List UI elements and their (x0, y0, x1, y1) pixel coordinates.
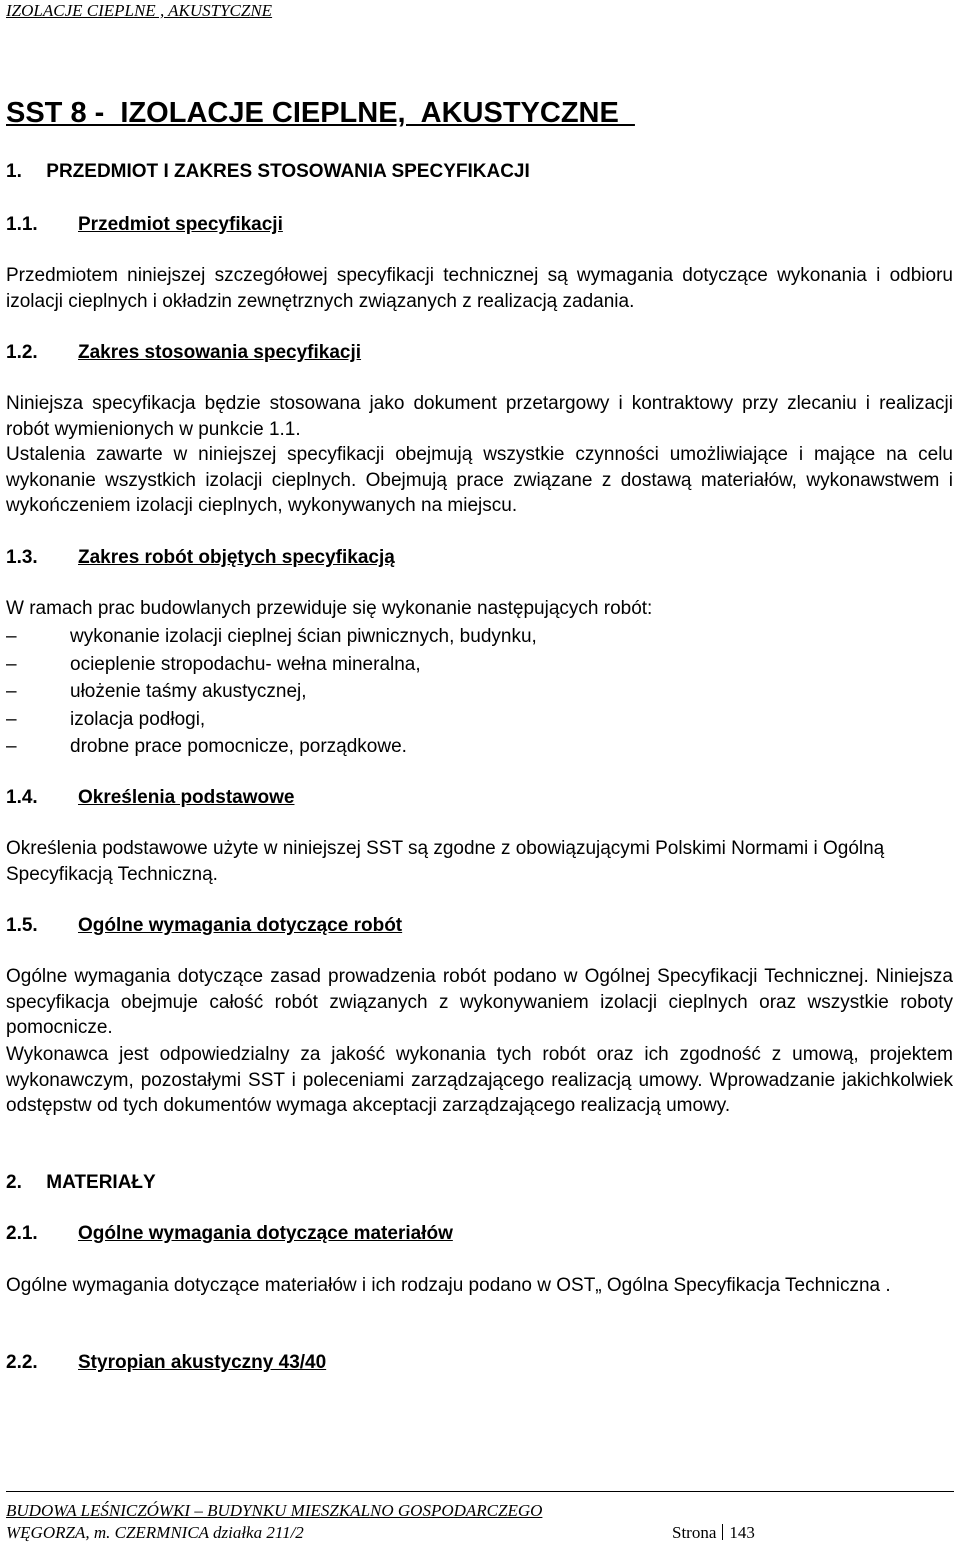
list-item (6, 706, 537, 734)
subsection-title: Określenia podstawowe (78, 787, 295, 808)
footer-project-name: BUDOWA LEŚNICZÓWKI – BUDYNKU MIESZKALNO GOSPODARCZEGO (6, 1501, 543, 1520)
subsection-1-3-heading (6, 546, 395, 570)
section-number: 1. (6, 161, 22, 182)
subsection-number: 1.2. (6, 342, 38, 363)
subsection-number: 1.5. (6, 915, 38, 936)
paragraph-1-3-intro: W ramach prac budowlanych przewiduje się wykonanie następujących robót: (6, 598, 653, 619)
paragraph-1-5-a: Ogólne wymagania dotyczące zasad prowadzenia robót podano w Ogólnej Specyfikacji Technicznej. Niniejsza specyfikacja obejmuje całość robót związanych z wykonywaniem izolacji cieplnych oraz wszystkie roboty pomocnicze. (6, 966, 953, 1038)
paragraph-1-1: Przedmiotem niniejszej szczegółowej specyfikacji technicznej są wymagania dotyczące wykonania i odbioru izolacji cieplnych i okładzin zewnętrznych związanych z realizacją zadania. (6, 265, 953, 312)
page-label: Strona (672, 1523, 717, 1542)
section-2-heading (6, 1171, 156, 1195)
subsection-2-1-heading (6, 1222, 453, 1246)
subsection-title: Ogólne wymagania dotyczące robót (78, 915, 403, 936)
subsection-number: 1.4. (6, 787, 38, 808)
list-item (6, 733, 537, 761)
dash-bullet: – (6, 681, 17, 703)
subsection-number: 1.3. (6, 547, 38, 568)
list-item-text: ułożenie taśmy akustycznej, (70, 681, 307, 703)
section-title: PRZEDMIOT I ZAKRES STOSOWANIA SPECYFIKACJI (46, 161, 530, 182)
page-number (672, 1522, 755, 1544)
subsection-title: Ogólne wymagania dotyczące materiałów (78, 1223, 453, 1244)
list-item (6, 651, 537, 679)
paragraph-1-5-b: Wykonawca jest odpowiedzialny za jakość wykonania tych robót oraz ich zgodność z umową, projektem wykonawczym, pozostałymi SST i poleceniami zarządzającego realizacją umowy. Wprowadzanie jakichkolwiek odstępstw od tych dokumentów wymaga akceptacji zarządzającego realizacją umowy. (6, 1044, 953, 1116)
subsection-1-1-heading (6, 213, 283, 237)
paragraph-1-2-a: Niniejsza specyfikacja będzie stosowana jako dokument przetargowy i kontraktowy przy zlecaniu i realizacji robót wymienionych w punkcie 1.1. (6, 393, 953, 440)
paragraph-1-2-b: Ustalenia zawarte w niniejszej specyfikacji obejmują wszystkie czynności umożliwiające i mające na celu wykonanie wszystkich izolacji cieplnych. Obejmują prace związane z dostawą materiałów, wykonawstwem i wykończeniem izolacji cieplnych, wykonywanych na miejscu. (6, 444, 953, 516)
subsection-number: 2.2. (6, 1352, 38, 1373)
dash-bullet: – (6, 626, 17, 647)
subsection-title: Styropian akustyczny 43/40 (78, 1352, 327, 1373)
section-number: 2. (6, 1172, 22, 1193)
section-title: MATERIAŁY (46, 1172, 156, 1193)
subsection-number: 1.1. (6, 214, 38, 235)
paragraph-1-4: Określenia podstawowe użyte w niniejszej SST są zgodne z obowiązującymi Polskimi Normami i Ogólną Specyfikacją Techniczną. (6, 838, 885, 885)
subsection-2-2-heading (6, 1351, 326, 1375)
page-separator (722, 1524, 723, 1540)
section-1-heading (6, 160, 530, 184)
list-item-text: izolacja podłogi, (70, 708, 206, 730)
subsection-1-5-heading (6, 914, 402, 938)
subsection-title: Zakres robót objętych specyfikacją (78, 547, 395, 568)
footer-location: WĘGORZA, m. CZERMNICA działka 211/2 (6, 1523, 304, 1542)
list-item-text: drobne prace pomocnicze, porządkowe. (70, 736, 407, 758)
footer-divider (6, 1491, 954, 1492)
dash-bullet: – (6, 736, 17, 758)
dash-bullet: – (6, 653, 17, 675)
subsection-number: 2.1. (6, 1223, 38, 1244)
dash-bullet: – (6, 708, 17, 730)
subsection-1-2-heading (6, 341, 361, 365)
list-item (6, 678, 537, 706)
document-title: SST 8 - IZOLACJE CIEPLNE, AKUSTYCZNE (6, 97, 635, 129)
list-item-text: wykonanie izolacji cieplnej ścian piwnicznych, budynku, (70, 626, 537, 647)
subsection-title: Przedmiot specyfikacji (78, 214, 283, 235)
subsection-1-4-heading (6, 786, 294, 810)
page-number-value: 143 (729, 1523, 755, 1542)
works-list (6, 623, 537, 761)
paragraph-2-1: Ogólne wymagania dotyczące materiałów i ich rodzaju podano w OST„ Ogólna Specyfikacja Techniczna . (6, 1275, 891, 1296)
subsection-title: Zakres stosowania specyfikacji (78, 342, 362, 363)
running-header: IZOLACJE CIEPLNE , AKUSTYCZNE (6, 1, 273, 20)
list-item-text: ocieplenie stropodachu- wełna mineralna, (70, 653, 421, 675)
list-item (6, 623, 537, 651)
